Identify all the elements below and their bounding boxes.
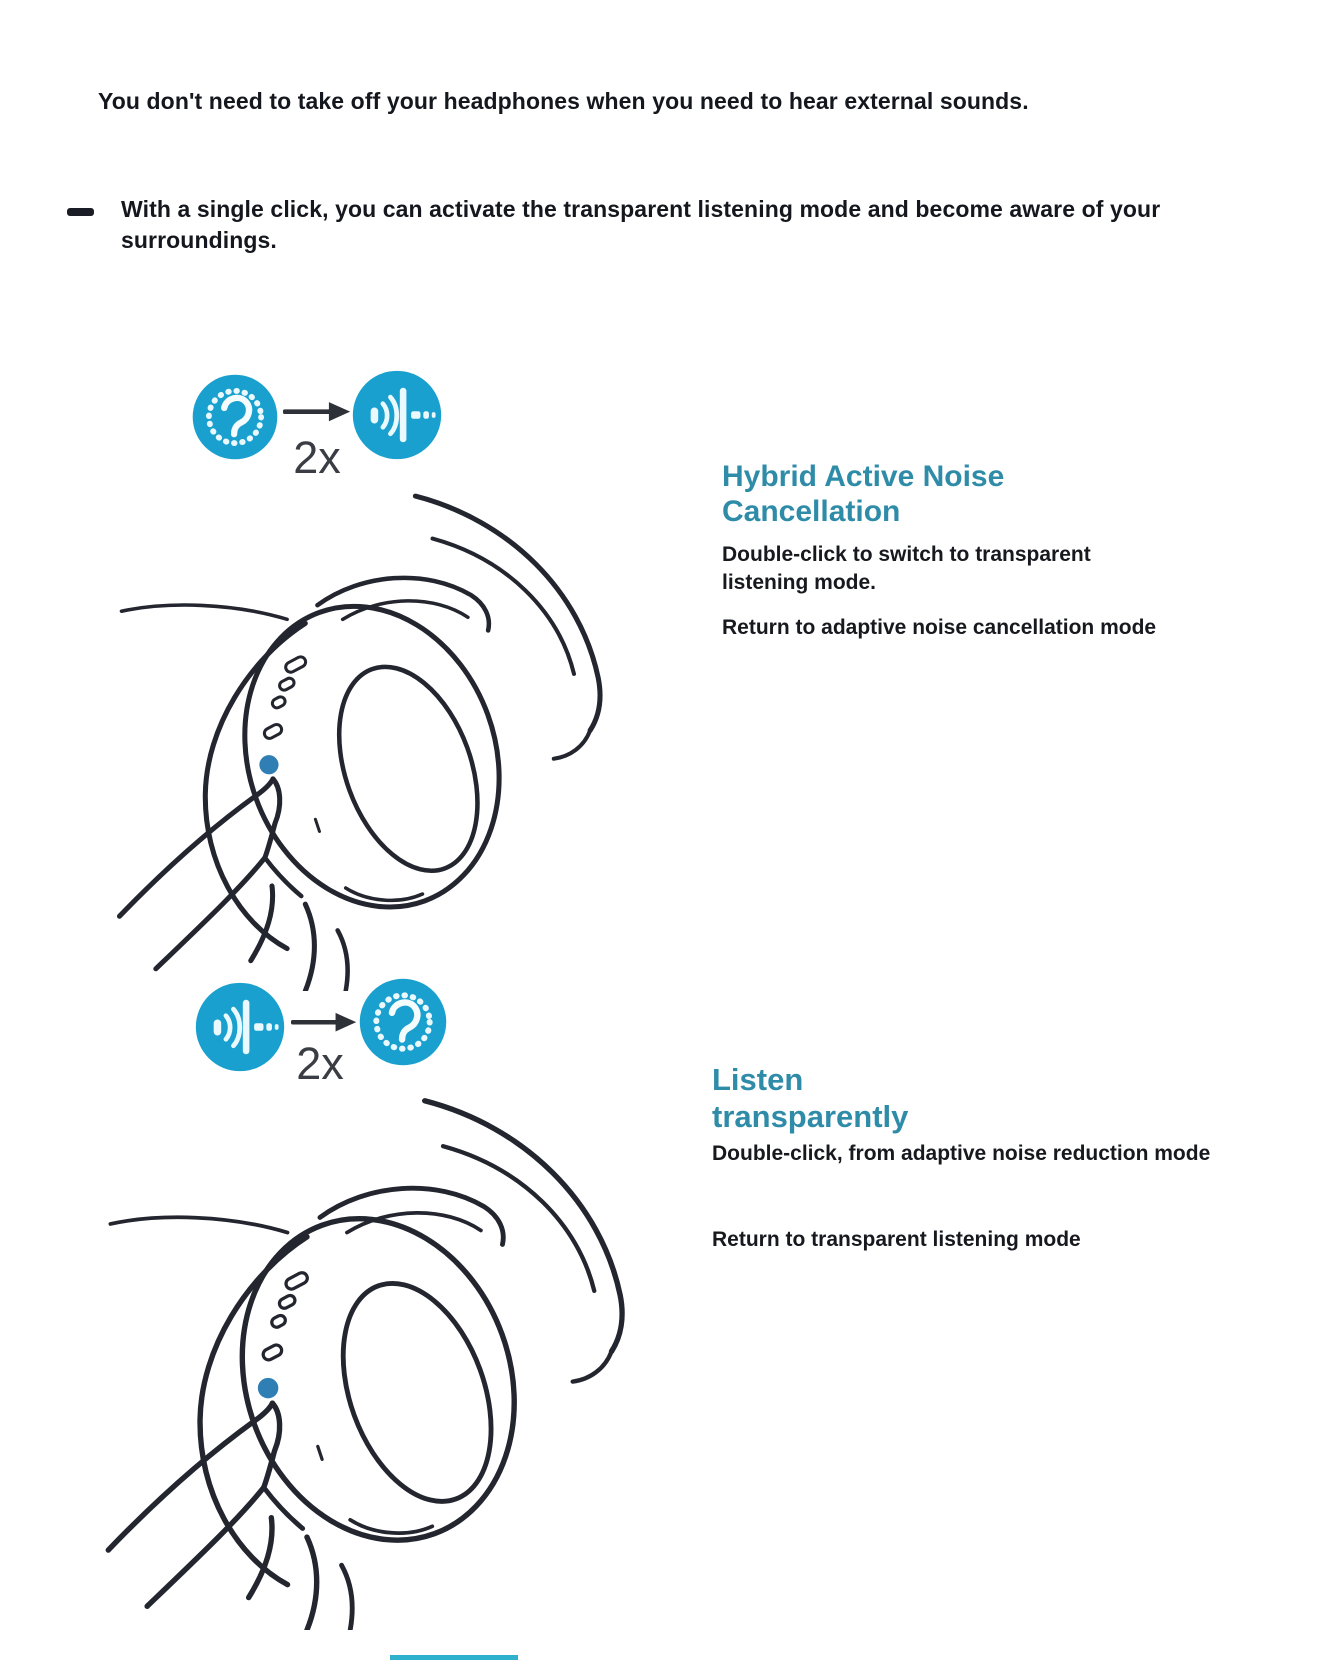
noise-cancellation-icon	[193, 980, 287, 1074]
section-heading: Listen transparently	[712, 1062, 909, 1134]
headphone-button-press-illustration	[93, 1090, 670, 1630]
arrow-icon	[283, 401, 351, 422]
section-instruction: Return to transparent listening mode	[712, 1228, 1081, 1251]
section-instruction: Return to adaptive noise cancellation mode	[722, 616, 1157, 639]
transparent-listening-icon	[357, 976, 449, 1068]
noise-cancellation-icon	[350, 368, 444, 462]
double-click-label: 2x	[296, 1038, 344, 1089]
transparent-listening-icon	[190, 372, 280, 462]
bullet-dash	[67, 208, 94, 216]
section-instruction: Double-click, from adaptive noise reduction mode	[712, 1142, 1211, 1165]
bottom-accent-bar	[390, 1655, 518, 1660]
intro-text: You don't need to take off your headphones when you need to hear external sounds.	[98, 88, 1029, 114]
double-click-label: 2x	[293, 432, 341, 483]
bullet-text: With a single click, you can activate the transparent listening mode and become aware of your surroundings.	[121, 196, 1161, 254]
headphone-button-press-illustration	[105, 486, 645, 991]
section-heading: Hybrid Active Noise Cancellation	[722, 460, 1005, 529]
arrow-icon	[291, 1012, 357, 1032]
section-instruction: Double-click to switch to transparent listening mode.	[722, 543, 1091, 594]
